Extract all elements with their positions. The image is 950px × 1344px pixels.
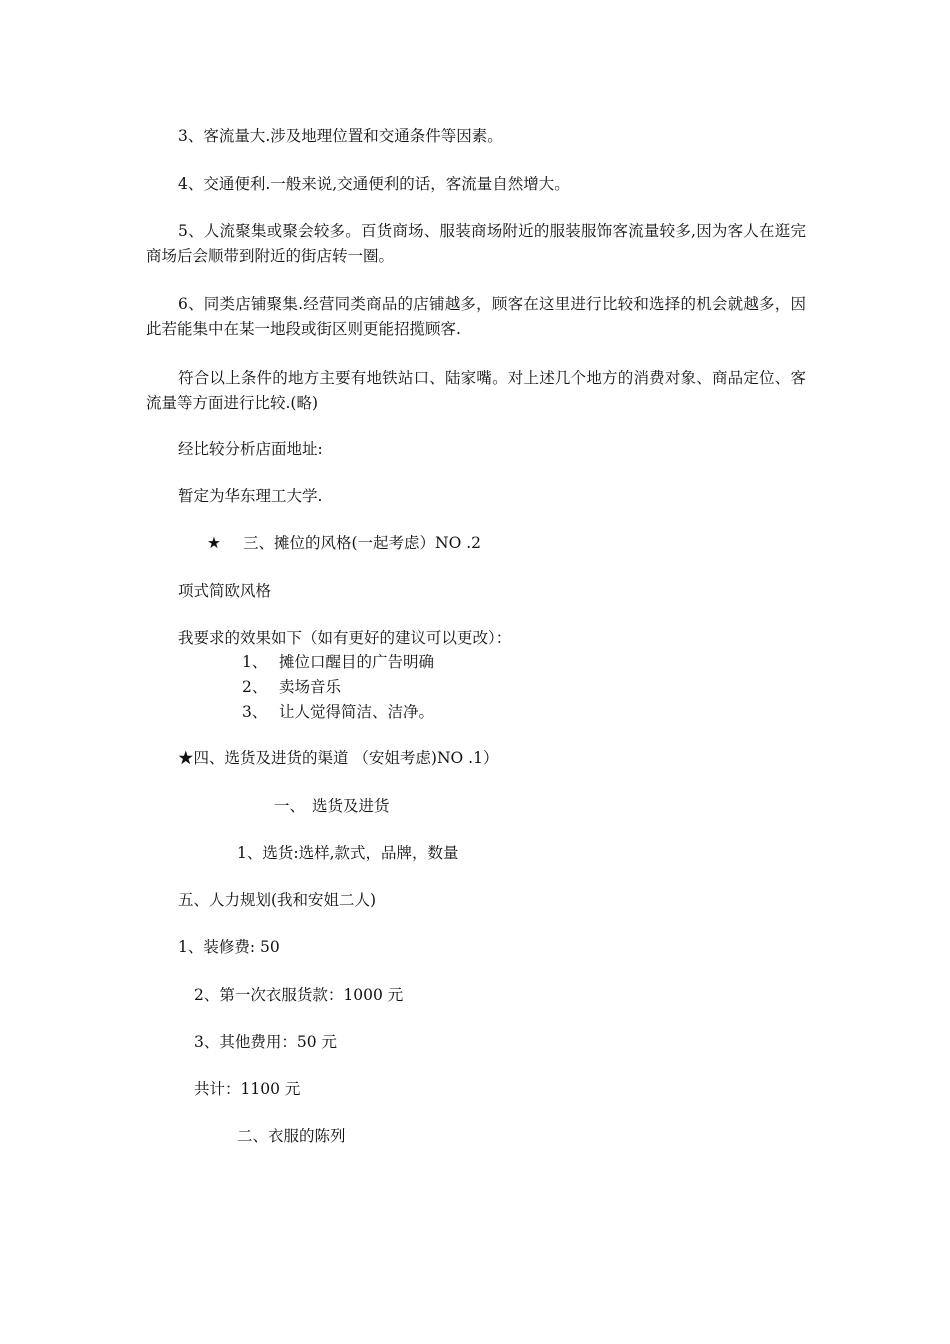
paragraph-analysis-address: 经比较分析店面地址: <box>178 440 323 458</box>
subheading-text: 选货及进货 <box>312 797 390 815</box>
requirement-item <box>242 701 434 723</box>
requirement-item <box>242 676 341 698</box>
clothing-display-heading: 二、衣服的陈列 <box>237 1127 346 1145</box>
section-4-subheading <box>274 795 390 817</box>
subheading-num: 一、 <box>274 797 306 815</box>
requirement-text: 让人觉得简洁、洁净。 <box>279 703 435 721</box>
section-5-heading: 五、人力规划(我和安姐二人) <box>178 891 377 909</box>
requirement-num: 2、 <box>242 678 268 696</box>
paragraph-tentative-location: 暂定为华东理工大学. <box>178 487 323 505</box>
requirement-text: 卖场音乐 <box>279 678 342 696</box>
paragraph-customer-flow: 3、客流量大.涉及地理位置和交通条件等因素。 <box>178 127 503 145</box>
cost-renovation: 1、装修费: 50 <box>178 938 280 956</box>
requirement-num: 3、 <box>242 703 268 721</box>
cost-first-purchase: 2、第一次衣服货款：1000 元 <box>194 986 404 1004</box>
star-icon: ★ <box>207 534 221 552</box>
selection-item: 1、选货:选样,款式，品牌，数量 <box>237 844 459 862</box>
stall-style: 项式简欧风格 <box>178 582 272 600</box>
requirement-text: 摊位口醒目的广告明确 <box>279 653 435 671</box>
paragraph-similar-shops: 6、同类店铺聚集.经营同类商品的店铺越多，顾客在这里进行比较和选择的机会就越多，因此若能集中在某一地段或街区则更能招揽顾客. <box>146 295 806 338</box>
requirement-num: 1、 <box>242 653 268 671</box>
requirements-intro: 我要求的效果如下（如有更好的建议可以更改）： <box>178 629 512 647</box>
paragraph-crowds: 5、人流聚集或聚会较多。百货商场、服装商场附近的服装服饰客流量较多,因为客人在逛完商场后会顺带到附近的街店转一圈。 <box>146 222 806 265</box>
paragraph-candidate-locations: 符合以上条件的地方主要有地铁站口、陆家嘴。对上述几个地方的消费对象、商品定位、客流量等方面进行比较.(略) <box>146 369 806 412</box>
section-4-heading: ★四、选货及进货的渠道 （安姐考虑)NO .1） <box>178 749 499 767</box>
cost-other: 3、其他费用：50 元 <box>194 1033 338 1051</box>
cost-total: 共计：1100 元 <box>194 1080 301 1098</box>
paragraph-transport: 4、交通便利.一般来说,交通便利的话，客流量自然增大。 <box>178 175 570 193</box>
requirement-item <box>242 651 434 673</box>
section-3-heading-row <box>207 532 481 554</box>
section-3-heading: 三、摊位的风格(一起考虑）NO .2 <box>243 534 482 552</box>
